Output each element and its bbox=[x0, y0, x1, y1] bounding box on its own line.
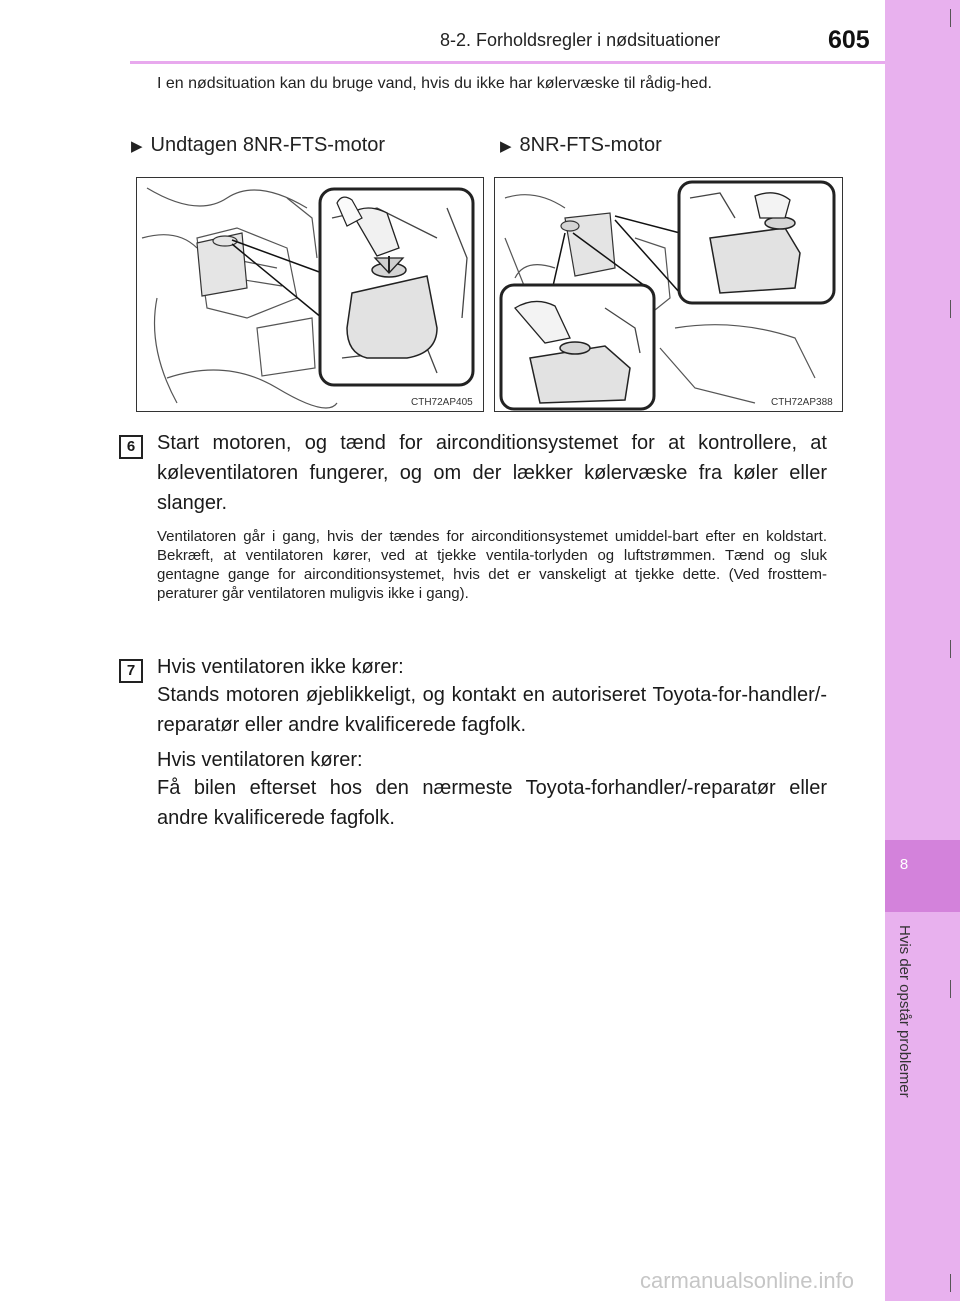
engine-illustration-left bbox=[136, 177, 484, 412]
crop-mark bbox=[950, 9, 951, 27]
triangle-bullet-icon: ▶ bbox=[131, 138, 143, 155]
figure-label-text: 8NR-FTS-motor bbox=[519, 134, 662, 156]
triangle-bullet-icon: ▶ bbox=[500, 138, 512, 155]
step-number-badge: 6 bbox=[119, 435, 143, 459]
step-7-action-running: Få bilen efterset hos den nærmeste Toyota-forhandler/-reparatør eller andre kvalificerede fagfolk. bbox=[157, 777, 827, 829]
engine-bay-drawing bbox=[495, 178, 842, 411]
step-7-condition-running: Hvis ventilatoren kører: bbox=[157, 749, 363, 771]
figure-code: CTH72AP405 bbox=[411, 397, 473, 408]
engine-bay-drawing bbox=[137, 178, 483, 411]
step-6-note: Ventilatoren går i gang, hvis der tændes for airconditionsystemet umiddel-bart efter en koldstart. Bekræft, at ventilatoren kører, ved at tjekke ventila-torlyden og luftstrømmen. Tænd og sluk gentagne gange for airconditionsystemet, hvis det er vanskeligt at tjekke dette. (Ved frosttem-peraturer går ventilatoren muligvis ikke i gang). bbox=[157, 528, 827, 602]
intro-paragraph: I en nødsituation kan du bruge vand, hvis du ikke har kølervæske til rådig-hed. bbox=[157, 75, 712, 92]
crop-mark bbox=[950, 640, 951, 658]
step-7-condition-not-running: Hvis ventilatoren ikke kører: bbox=[157, 656, 404, 678]
figure-code: CTH72AP388 bbox=[771, 397, 833, 408]
figure-label-text: Undtagen 8NR-FTS-motor bbox=[150, 134, 386, 156]
chapter-title: Hvis der opstår problemer bbox=[896, 925, 913, 1098]
step-7-action-not-running: Stands motoren øjeblikkeligt, og kontakt en autoriseret Toyota-for-handler/-reparatør eller andre kvalificerede fagfolk. bbox=[157, 684, 827, 736]
figure-label-right bbox=[500, 134, 662, 157]
step-number-badge: 7 bbox=[119, 659, 143, 683]
watermark: carmanualsonline.info bbox=[640, 1268, 855, 1293]
side-tab-background bbox=[885, 0, 960, 840]
step-6-instruction: Start motoren, og tænd for airconditionsystemet for at kontrollere, at køleventilatoren fungerer, og om der lækker kølervæske fra køler eller slanger. bbox=[157, 432, 827, 514]
crop-mark bbox=[950, 1274, 951, 1292]
crop-mark bbox=[950, 980, 951, 998]
chapter-number: 8 bbox=[899, 856, 909, 873]
figure-label-left bbox=[131, 134, 385, 157]
chapter-marker bbox=[885, 840, 960, 912]
header-divider bbox=[130, 61, 885, 64]
page-number: 605 bbox=[828, 26, 870, 54]
section-title: 8-2. Forholdsregler i nødsituationer bbox=[440, 30, 721, 50]
crop-mark bbox=[950, 300, 951, 318]
engine-illustration-right bbox=[494, 177, 843, 412]
